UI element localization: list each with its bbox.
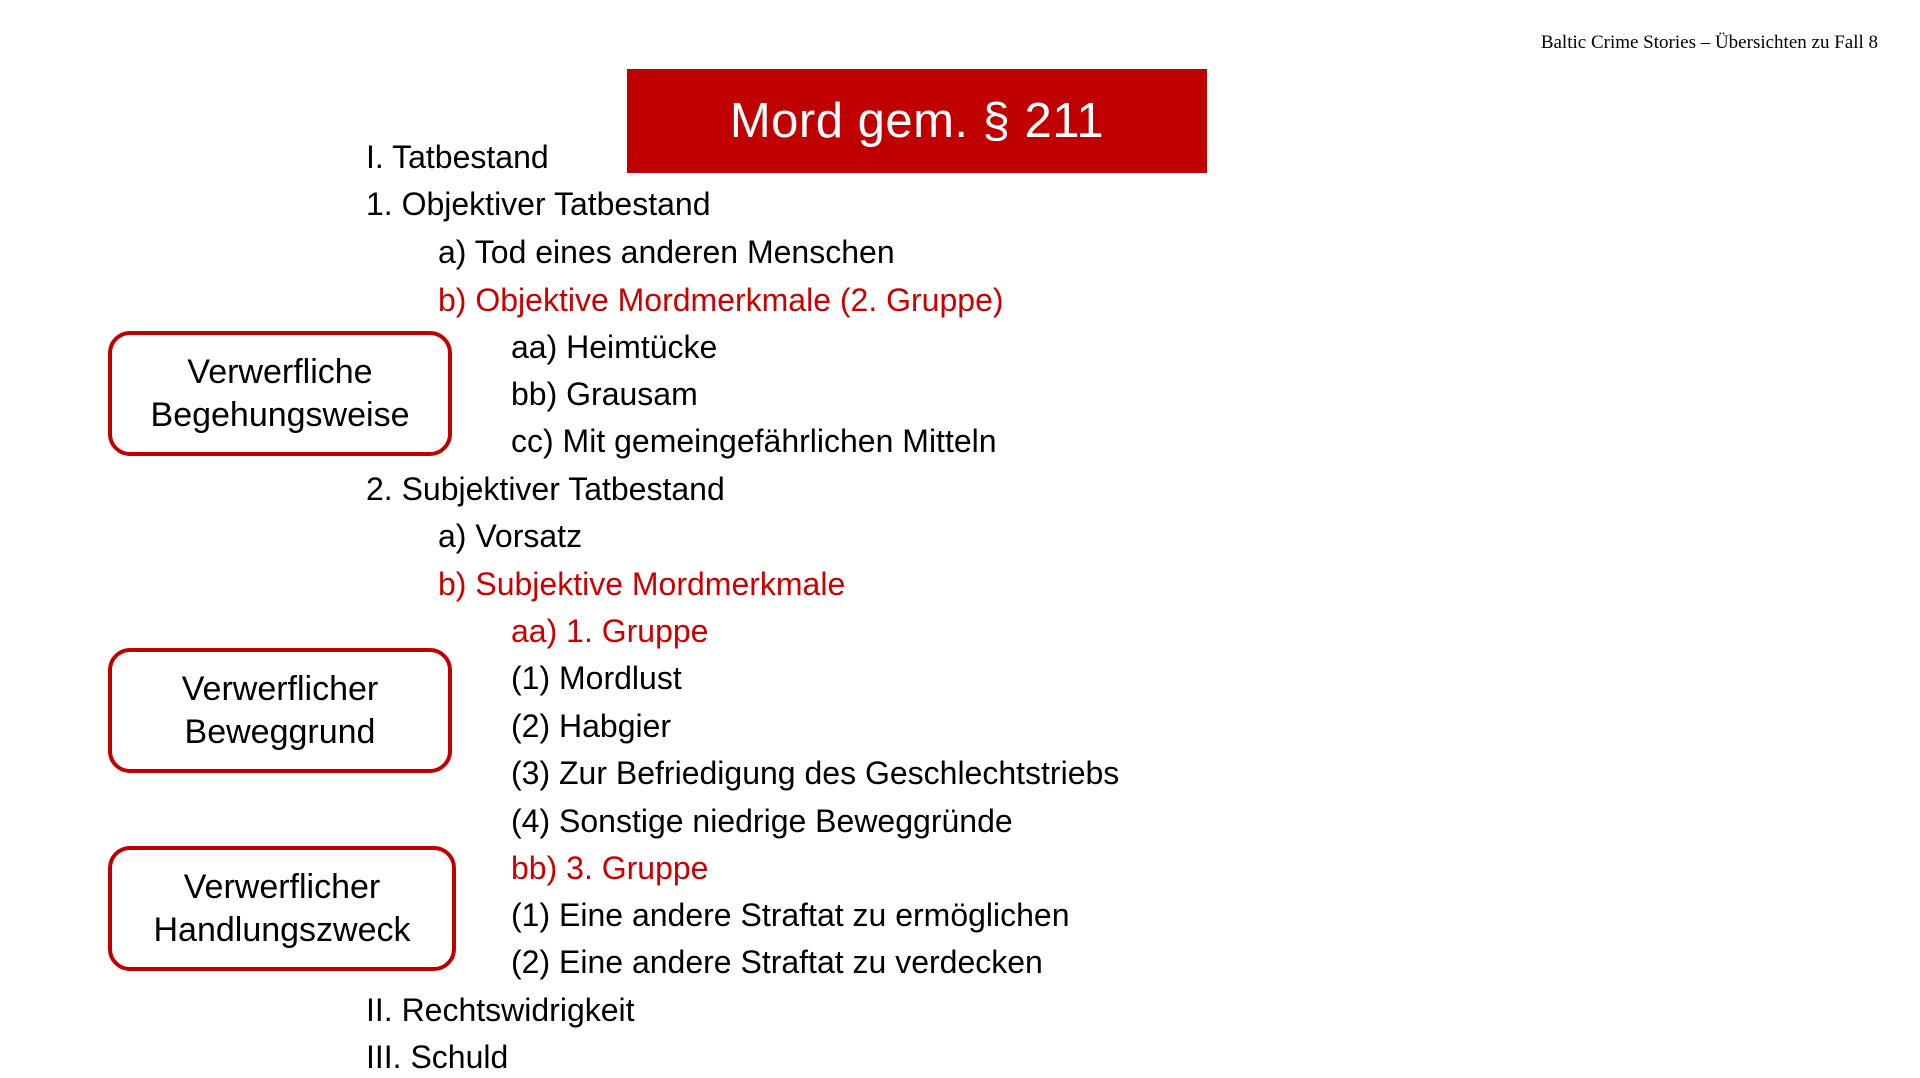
outline-item-heimtuecke: aa) Heimtücke [511, 329, 718, 365]
outline-item-subjektive-mordmerkmale: b) Subjektive Mordmerkmale [438, 566, 846, 602]
label-line: Verwerflicher [181, 669, 379, 708]
outline-item-niedrige-beweggruende: (4) Sonstige niedrige Beweggründe [511, 803, 1013, 839]
outline-item-rechtswidrigkeit: II. Rechtswidrigkeit [366, 992, 635, 1028]
label-verwerflicher-beweggrund [108, 648, 452, 773]
label-line: Verwerfliche [187, 352, 373, 391]
outline-item-gruppe-1: aa) 1. Gruppe [511, 613, 709, 649]
outline-item-vorsatz: a) Vorsatz [438, 518, 583, 554]
outline-item-verdecken: (2) Eine andere Straftat zu verdecken [511, 944, 1043, 980]
outline-item-objektive-mordmerkmale: b) Objektive Mordmerkmale (2. Gruppe) [438, 282, 1004, 318]
outline-item-tatbestand: I. Tatbestand [366, 139, 549, 175]
label-verwerfliche-begehungsweise [108, 331, 452, 456]
label-line: Begehungsweise [150, 395, 410, 434]
outline-item-schuld: III. Schuld [366, 1039, 509, 1075]
outline-item-gemeingefaehrlich: cc) Mit gemeingefährlichen Mitteln [511, 423, 997, 459]
outline-item-tod: a) Tod eines anderen Menschen [438, 234, 895, 270]
outline-item-objektiver-tatbestand: 1. Objektiver Tatbestand [366, 186, 711, 222]
outline-item-mordlust: (1) Mordlust [511, 660, 682, 696]
outline-item-ermoeglichen: (1) Eine andere Straftat zu ermöglichen [511, 897, 1070, 933]
outline-item-subjektiver-tatbestand: 2. Subjektiver Tatbestand [366, 471, 725, 507]
label-verwerflicher-handlungszweck [108, 846, 456, 971]
outline-item-geschlechtstrieb: (3) Zur Befriedigung des Geschlechtstriebs [511, 755, 1120, 791]
label-line: Beweggrund [184, 712, 376, 751]
outline-item-grausam: bb) Grausam [511, 376, 698, 412]
outline-item-gruppe-3: bb) 3. Gruppe [511, 850, 709, 886]
label-line: Handlungszweck [153, 910, 411, 949]
header-note: Baltic Crime Stories – Übersichten zu Fall 8 [1540, 32, 1878, 53]
page-title: Mord gem. § 211 [729, 94, 1105, 148]
outline-item-habgier: (2) Habgier [511, 708, 672, 744]
label-line: Verwerflicher [183, 867, 381, 906]
